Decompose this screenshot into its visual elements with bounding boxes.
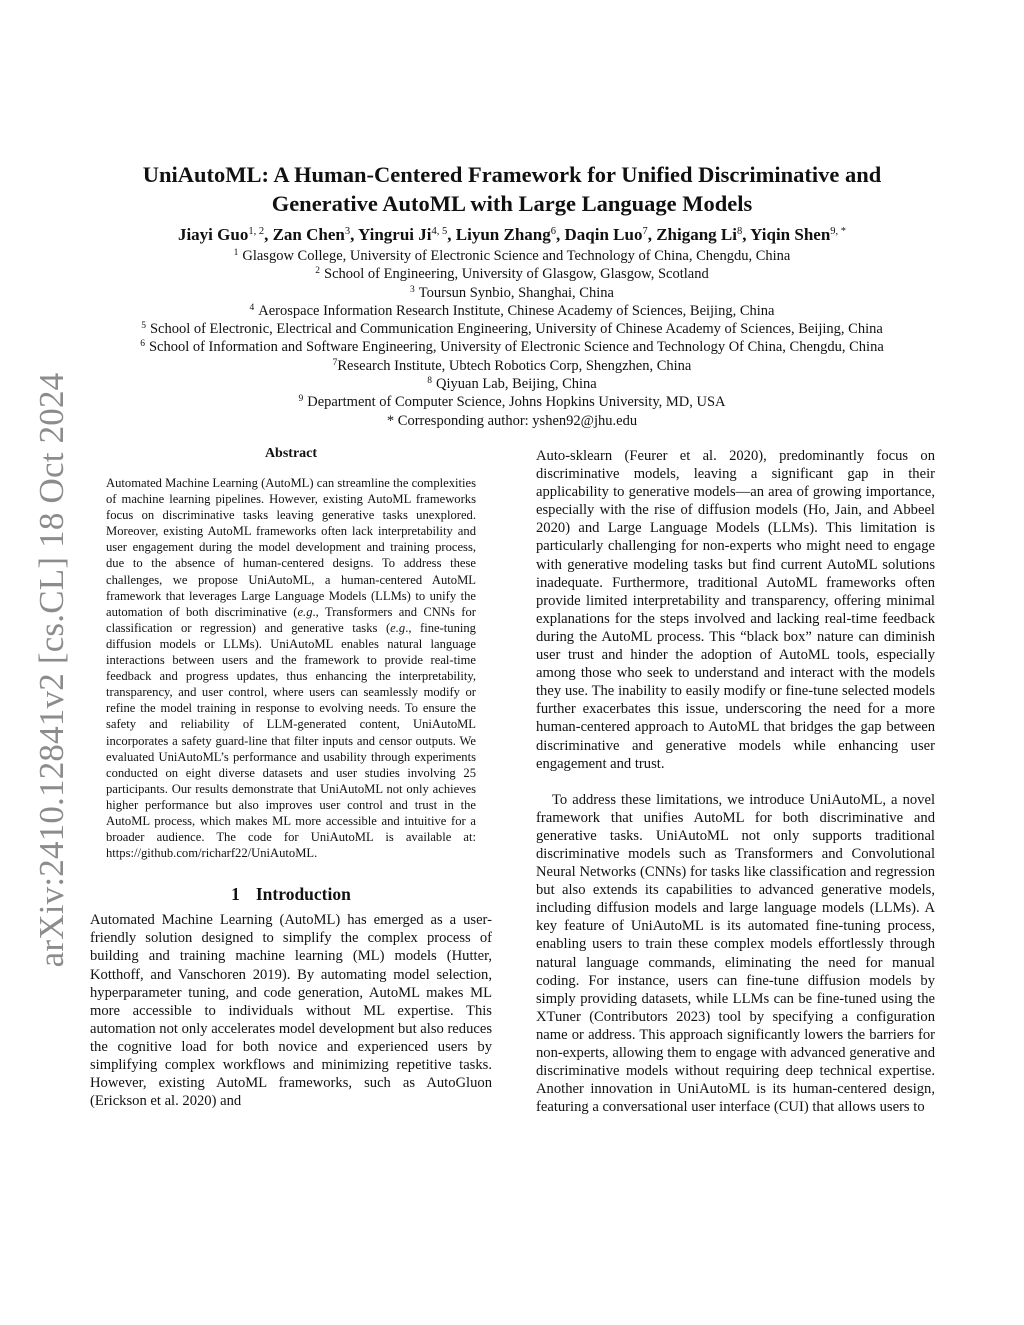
introduction-paragraph: Automated Machine Learning (AutoML) has emerged as a user-friendly solution designed to simplify the complex process of building and training machine learning (ML) models (Hutter, Kotthoff, and Vanschoren 2019). By automating model selection, hyperparameter tuning, and code generation, AutoML makes ML more accessible to individuals without ML expertise. This automation not only accelerates model development but also reduces the cognitive load for both novice and experienced users by simplifying complex workflows and minimizing repetitive tasks. However, existing AutoML frameworks, such as AutoGluon (Erickson et al. 2020) and	[90, 912, 493, 1110]
author: Zan Chen$^3$	[272, 225, 351, 244]
title-line-2: Generative AutoML with Large Language Models	[271, 191, 753, 216]
affiliation: $^5$ School of Electronic, Electrical and Communication Engineering, University of Chinese Academy of Sciences, Beijing, China	[141, 321, 883, 338]
abstract-text: Automated Machine Learning (AutoML) can streamline the complexities of machine learning pipelines. However, existing AutoML frameworks focus on discriminative tasks leaving generative tasks unexplored. Moreover, existing AutoML frameworks often lack interpretability and user engagement during the model development and training process, due to the absence of human-centered designs. To address these challenges, we propose UniAutoML, a human-centered AutoML framework that leverages Large Language Models (LLMs) to unify the automation of both discriminative (e.g., Transformers and CNNs for classification or regression) and generative tasks (e.g., fine-tuning diffusion models or LLMs). UniAutoML enables natural language interactions between users and the framework to provide real-time feedback and progress updates, thus enhancing the interpretability, transparency, and user control, where users can seamlessly modify or refine the model training in response to evolving needs. To ensure the safety and reliability of LLM-generated content, UniAutoML incorporates a safety guard-line that filter inputs and censor outputs. We evaluated UniAutoML’s performance and usability through experiments conducted on eight diverse datasets and user studies involving 25 participants. Our results demonstrate that UniAutoML not only achieves higher performance but also improves user control and trust in the AutoML process, which makes ML more accessible and intuitive for a broader audience. The code for UniAutoML is available at: https://github.com/richarf22/UniAutoML.	[106, 476, 476, 861]
body-paragraph: Auto-sklearn (Feurer et al. 2020), predominantly focus on discriminative models, leaving a significant gap in their applicability to generative models—an area of growing importance, especially with the rise of diffusion models (Ho, Jain, and Abbeel 2020) and Large Language Models (LLMs). This limitation is particularly challenging for non-experts who might need to engage with generative modeling tasks but find current AutoML solutions inadequate. Furthermore, traditional AutoML frameworks often provide limited interpretability and transparency, offering minimal explanations for the steps involved and lacking real-time feedback during the AutoML process. This “black box” nature can diminish user trust and hinder the adoption of AutoML tools, especially among those who seek to understand and interact with the models they use. The inability to easily modify or fine-tune selected models further exacerbates this issue, underscoring the need for a more human-centered approach to AutoML that bridges the gap between discriminative and generative models while enhancing user engagement and trust.	[536, 448, 935, 772]
author-list: Jiayi Guo$^{1, 2}$, Zan Chen$^3$, Yingrui Ji$^{4, 5}$, Liyun Zhang$^6$, Daqin Luo$^7$, Zhigang Li$^8$, Yiqin Shen$^{9, *}$	[177, 225, 847, 244]
corresponding-author: * Corresponding author: yshen92@jhu.edu	[386, 412, 638, 429]
body-paragraph: To address these limitations, we introduce UniAutoML, a novel framework that unifies AutoML for both discriminative and generative tasks. UniAutoML not only supports traditional discriminative models such as Transformers and Convolutional Neural Networks (CNNs) for tasks like classification and regression but also extends its capabilities to advanced generative models, including diffusion models and large language models (LLMs). A key feature of UniAutoML is its automated fine-tuning process, enabling users to train these complex models effortlessly through natural language commands, eliminating the need for manual coding. For instance, users can fine-tune diffusion models by simply providing datasets, while LLMs can be fine-tuned using the XTuner (Contributors 2023) tool by specifying a configuration name or address. This approach significantly lowers the barriers for non-experts, allowing them to engage with advanced generative and discriminative models without requiring deep technical expertise. Another innovation in UniAutoML is its human-centered design, featuring a conversational user interface (CUI) that allows users to	[536, 791, 935, 1116]
affiliation: $^8$ Qiyuan Lab, Beijing, China	[427, 376, 597, 393]
affiliation: $^2$ School of Engineering, University of Glasgow, Glasgow, Scotland	[315, 266, 709, 283]
affiliation: $^7$Research Institute, Ubtech Robotics Corp, Shengzhen, China	[332, 357, 692, 374]
paper-title	[0, 160, 1024, 218]
author: Jiayi Guo$^{1, 2}$	[177, 225, 265, 244]
author: Yiqin Shen$^{9, *}$	[750, 225, 847, 244]
affiliation: $^4$ Aerospace Information Research Institute, Chinese Academy of Sciences, Beijing, China	[249, 302, 775, 319]
affiliation: $^1$ Glasgow College, University of Electronic Science and Technology of China, Chengdu, China	[233, 248, 791, 264]
author: Zhigang Li$^8$	[656, 225, 743, 244]
affiliation: $^3$ Toursun Synbio, Shanghai, China	[410, 284, 614, 301]
section-heading-introduction	[90, 883, 492, 905]
right-column	[536, 445, 935, 1116]
section-title: Introduction	[255, 884, 351, 905]
author: Yingrui Ji$^{4, 5}$	[357, 225, 448, 244]
affiliation: $^9$ Department of Computer Science, Johns Hopkins University, MD, USA	[298, 394, 726, 411]
author: Daqin Luo$^7$	[564, 225, 648, 244]
title-line-1: UniAutoML: A Human-Centered Framework for Unified Discriminative and	[142, 162, 882, 187]
affiliation-list	[0, 247, 1024, 430]
left-column	[90, 445, 492, 1110]
arxiv-identifier: arXiv:2410.12841v2 [cs.CL] 18 Oct 2024	[32, 372, 71, 968]
author: Liyun Zhang$^6$	[455, 225, 556, 244]
abstract-heading: Abstract	[264, 446, 318, 461]
paper-header	[0, 160, 1024, 430]
affiliation: $^6$ School of Information and Software Engineering, University of Electronic Science and Technology Of China, Chengdu, China	[140, 339, 884, 356]
section-number: 1	[231, 884, 240, 905]
